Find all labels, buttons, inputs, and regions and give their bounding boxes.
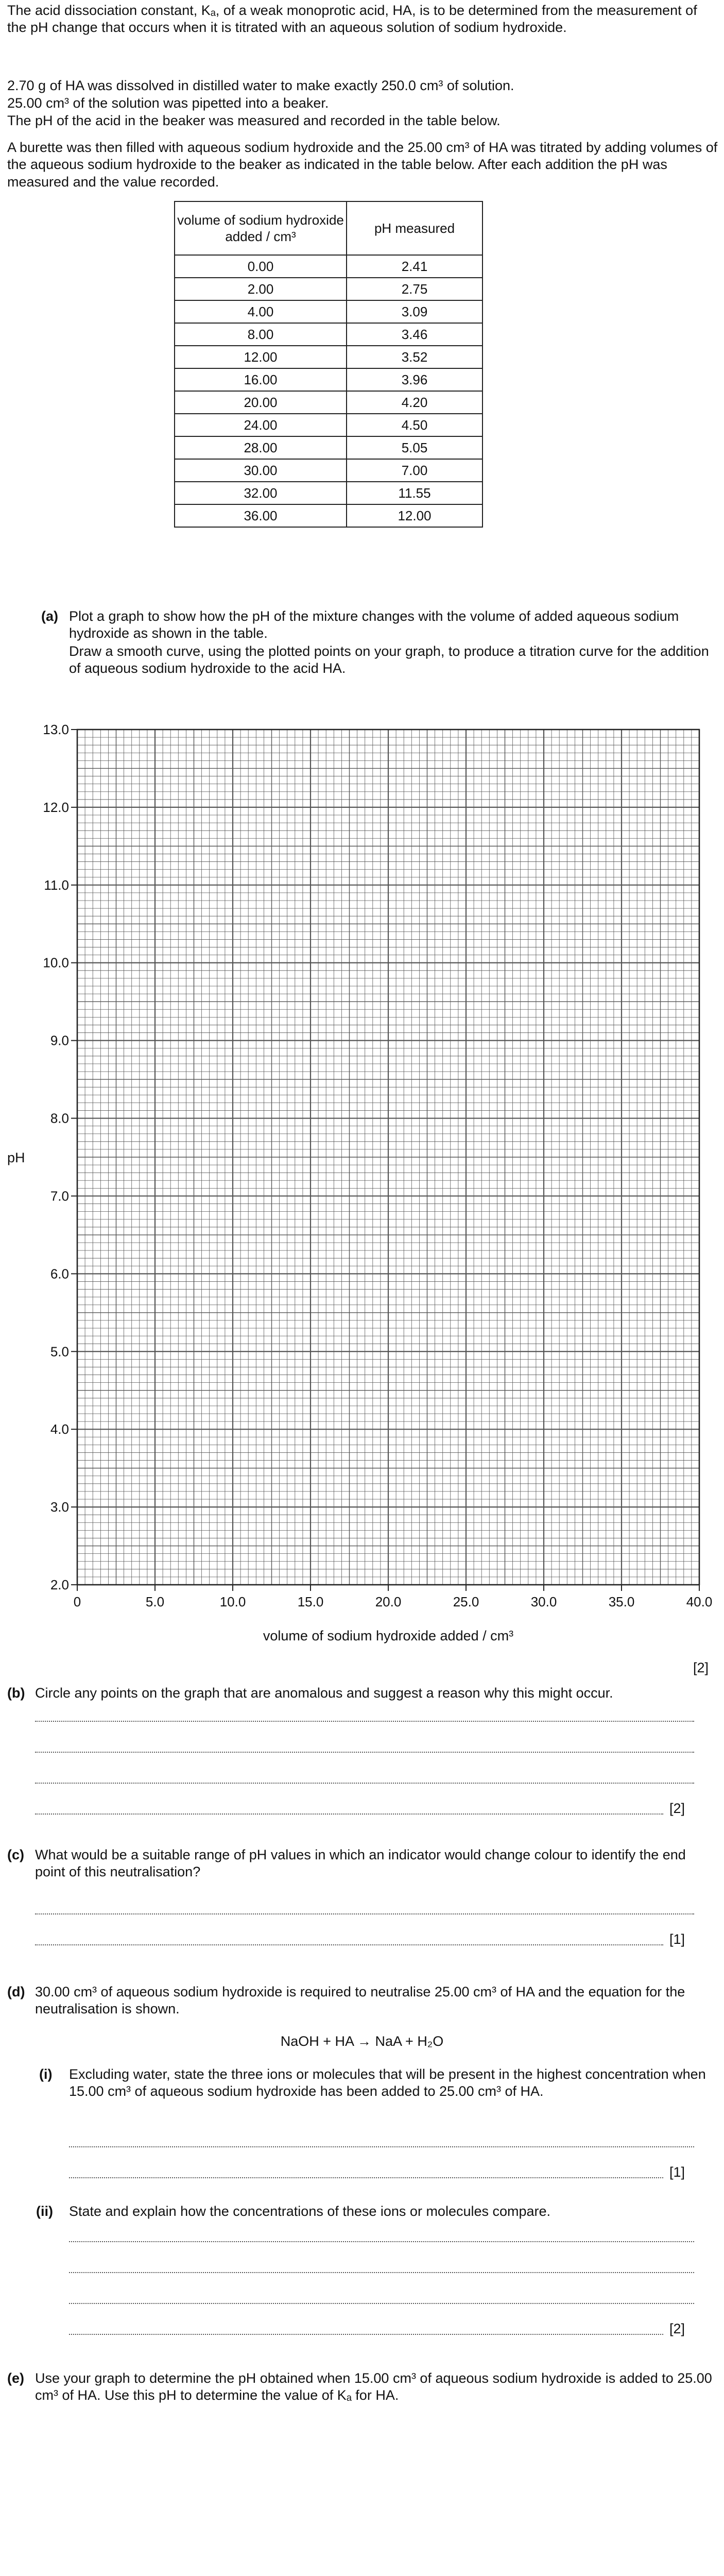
y-tick-label: 13.0 (43, 722, 69, 737)
question-d-label: (d) (7, 1984, 25, 1999)
question-a-label: (a) (41, 608, 58, 624)
marks-d-i: [1] (669, 2164, 685, 2180)
table-row (175, 391, 482, 414)
answer-line[interactable] (35, 1752, 694, 1753)
x-tick-label: 20.0 (375, 1594, 402, 1609)
x-tick-label: 15.0 (297, 1594, 324, 1609)
table-row (175, 300, 482, 323)
ph-cell: 4.50 (347, 414, 482, 436)
question-e-label: (e) (7, 2370, 24, 2386)
ph-cell: 7.00 (347, 459, 482, 482)
intro-paragraph-3: A burette was then filled with aqueous sodium hydroxide and the 25.00 cm³ of HA was titrated by adding volumes of the aqueous sodium hydroxide to the beaker as indicated in the table below. After each addition the pH was measured and the value recorded. (7, 140, 718, 190)
ph-cell: 3.96 (347, 368, 482, 391)
results-table (174, 201, 483, 528)
y-tick-label: 3.0 (50, 1499, 69, 1515)
answer-line[interactable] (69, 2146, 694, 2147)
volume-cell: 28.00 (175, 436, 347, 459)
y-tick-label: 12.0 (43, 799, 69, 815)
intro-paragraph-1: The acid dissociation constant, Kₐ, of a weak monoprotic acid, HA, is to be determined from the measurement of the pH change that occurs when it is titrated with an aqueous solution of sodium hydroxide. (7, 3, 697, 36)
question-d-text: 30.00 cm³ of aqueous sodium hydroxide is required to neutralise 25.00 cm³ of HA and the equation for the neutralisation is shown. (35, 1984, 685, 2017)
volume-cell: 8.00 (175, 323, 347, 346)
answer-line[interactable] (35, 1913, 694, 1914)
marks-c: [1] (669, 1931, 685, 1947)
ph-cell: 2.75 (347, 278, 482, 300)
ph-cell: 11.55 (347, 482, 482, 504)
x-tick-label: 25.0 (453, 1594, 479, 1609)
y-tick-label: 7.0 (50, 1188, 69, 1204)
y-tick-label: 11.0 (44, 877, 69, 893)
volume-cell: 30.00 (175, 459, 347, 482)
x-axis-label: volume of sodium hydroxide added / cm³ (263, 1628, 514, 1643)
question-b-text: Circle any points on the graph that are anomalous and suggest a reason why this might occur. (35, 1685, 613, 1701)
answer-line[interactable] (69, 2334, 663, 2335)
volume-cell: 4.00 (175, 300, 347, 323)
y-tick-label: 9.0 (50, 1032, 69, 1048)
intro-paragraph-2b: 25.00 cm³ of the solution was pipetted into a beaker. (7, 95, 329, 111)
x-tick-label: 0 (73, 1594, 81, 1609)
answer-line[interactable] (69, 2272, 694, 2273)
ph-cell: 3.09 (347, 300, 482, 323)
y-tick-label: 6.0 (50, 1266, 69, 1282)
answer-line[interactable] (35, 1814, 663, 1815)
volume-cell: 32.00 (175, 482, 347, 504)
question-d-ii-label: (ii) (36, 2204, 53, 2219)
intro-paragraph-2c: The pH of the acid in the beaker was measured and recorded in the table below. (7, 113, 501, 128)
x-tick-label: 10.0 (219, 1594, 246, 1609)
volume-cell: 20.00 (175, 391, 347, 414)
table-row (175, 436, 482, 459)
answer-line[interactable] (69, 2177, 663, 2178)
table-row (175, 482, 482, 504)
table-row (175, 346, 482, 368)
ph-cell: 4.20 (347, 391, 482, 414)
table-header-ph: pH measured (347, 201, 482, 255)
table-row (175, 459, 482, 482)
table-row (175, 414, 482, 436)
answer-line[interactable] (35, 1944, 663, 1945)
ph-cell: 12.00 (347, 504, 482, 527)
y-tick-label: 8.0 (50, 1110, 69, 1126)
ph-cell: 3.52 (347, 346, 482, 368)
marks-b: [2] (669, 1801, 685, 1816)
ph-titration-graph-grid[interactable] (0, 711, 724, 1685)
table-header-volume: volume of sodium hydroxide added / cm³ (175, 201, 347, 255)
answer-line[interactable] (35, 1721, 694, 1722)
y-tick-label: 5.0 (50, 1344, 69, 1360)
ph-cell: 2.41 (347, 255, 482, 278)
intro-paragraph-2a: 2.70 g of HA was dissolved in distilled water to make exactly 250.0 cm³ of solution. (7, 78, 514, 93)
marks-d-ii: [2] (669, 2321, 685, 2336)
y-tick-label: 2.0 (50, 1577, 69, 1592)
question-b-label: (b) (7, 1685, 25, 1701)
question-d-i-text: Excluding water, state the three ions or molecules that will be present in the highest concentration when 15.00 cm³ of aqueous sodium hydroxide has been added to 25.00 cm³ of HA. (69, 2066, 706, 2099)
neutralisation-equation: NaOH + HA → NaA + H₂O (280, 2033, 444, 2049)
answer-line[interactable] (69, 2303, 694, 2304)
x-tick-label: 5.0 (145, 1594, 165, 1609)
table-header-row (175, 201, 482, 255)
ph-cell: 3.46 (347, 323, 482, 346)
question-d-i-label: (i) (39, 2066, 53, 2082)
table-row (175, 278, 482, 300)
volume-cell: 16.00 (175, 368, 347, 391)
marks-a: [2] (693, 1660, 709, 1675)
y-tick-label: 10.0 (43, 955, 69, 971)
ph-cell: 5.05 (347, 436, 482, 459)
x-tick-label: 35.0 (608, 1594, 635, 1609)
volume-cell: 36.00 (175, 504, 347, 527)
question-e-text: Use your graph to determine the pH obtained when 15.00 cm³ of aqueous sodium hydroxide is added to 25.00 cm³ of HA. Use this pH to determine the value of Kₐ for HA. (35, 2370, 712, 2403)
question-a-text-1: Plot a graph to show how the pH of the mixture changes with the volume of added aqueous sodium hydroxide as shown in the table. (69, 608, 679, 641)
question-d-ii-text: State and explain how the concentrations of these ions or molecules compare. (69, 2204, 551, 2219)
x-tick-label: 30.0 (530, 1594, 557, 1609)
volume-cell: 12.00 (175, 346, 347, 368)
y-axis-label: pH (7, 1150, 25, 1165)
answer-line[interactable] (35, 1783, 694, 1784)
y-tick-label: 4.0 (50, 1421, 69, 1437)
table-row (175, 504, 482, 527)
question-c-text: What would be a suitable range of pH values in which an indicator would change colour to identify the end point of this neutralisation? (35, 1847, 686, 1880)
answer-line[interactable] (69, 2241, 694, 2242)
table-row (175, 368, 482, 391)
table-row (175, 255, 482, 278)
volume-cell: 24.00 (175, 414, 347, 436)
volume-cell: 2.00 (175, 278, 347, 300)
table-row (175, 323, 482, 346)
question-c-label: (c) (7, 1847, 24, 1862)
x-tick-label: 40.0 (686, 1594, 713, 1609)
volume-cell: 0.00 (175, 255, 347, 278)
question-a-text-2: Draw a smooth curve, using the plotted points on your graph, to produce a titration curve for the addition of aqueous sodium hydroxide to the acid HA. (69, 643, 709, 676)
